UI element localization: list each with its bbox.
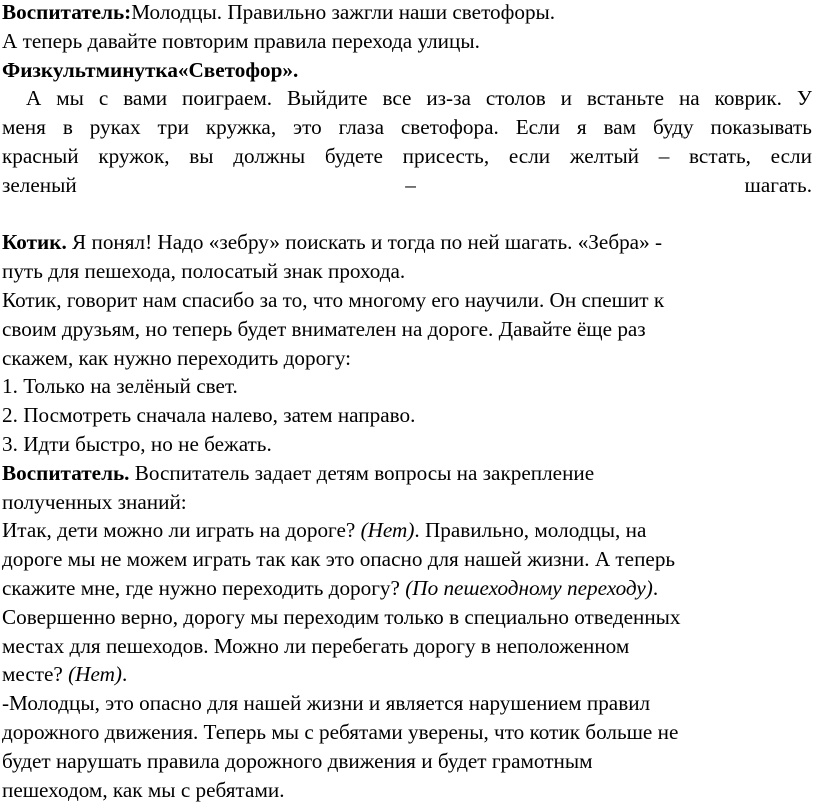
paragraph-kotik [2,228,662,257]
word: кружок, [98,144,170,168]
word: буду [652,115,694,140]
word: руках [89,115,141,140]
game-line-1 [26,84,812,113]
qa-line: дороге мы не можем играть так как это опасно для нашей жизни. А теперь [2,547,676,572]
word: все [382,86,412,111]
speaker-label: Воспитатель. [2,460,130,485]
paragraph-line: полученных знаний: [2,489,187,514]
paragraph-text: Я понял! Надо «зебру» поискать и тогда по ней шагать. «Зебра» - [72,230,663,255]
word: поиграем. [182,86,273,111]
qa-text: . [121,662,128,687]
qa-line [2,516,646,545]
rule-item: 2. Посмотреть сначала налево, затем направо. [2,403,416,428]
word: на [678,86,700,111]
word: присесть, [402,144,490,168]
paragraph-text: Воспитатель задает детям вопросы на закрепление [134,460,595,485]
word: три [157,115,189,140]
word: в [62,115,73,140]
word: светофора. [400,115,499,140]
word: я [576,115,587,140]
speaker-label: Котик. [2,230,67,255]
word: красный [2,144,79,168]
answer-text: (Нет) [68,662,122,687]
closing-line: дорожного движения. Теперь мы с ребятами уверены, что котик больше не [2,720,679,744]
closing-line: будет нарушать правила дорожного движения и будет грамотным [2,748,593,773]
word: меня [2,115,46,140]
word: зеленый [2,172,77,197]
word: шагать. [744,172,812,197]
word: вами [123,86,168,111]
word: глаза [338,115,384,140]
word: вы [189,144,214,168]
speaker-label: Воспитатель: [2,0,132,24]
answer-text: (Нет) [360,518,415,543]
paragraph-teacher-questions [2,459,594,488]
word: коврик. [714,86,782,111]
word: это [293,115,322,140]
word: Выйдите [287,86,368,111]
word: встаньте [586,86,664,111]
word: будете [324,144,383,168]
paragraph-text: Молодцы. Правильно зажгли наши светофоры. [131,0,556,24]
word: если [508,144,551,168]
section-heading: Физкультминутка«Светофор». [2,57,299,82]
qa-text: . Правильно, молодцы, на [414,518,647,543]
word: У [796,86,812,111]
qa-line: местах для пешеходов. Можно ли перебегать дорогу в неположенном [2,633,630,658]
answer-text: (По пешеходному переходу) [405,576,653,600]
rule-item: 1. Только на зелёный свет. [2,374,238,399]
closing-line: -Молодцы, это опасно для нашей жизни и является нарушением правил [2,691,651,716]
qa-text: скажите мне, где нужно переходить дорогу? [2,576,406,600]
word: мы [56,86,84,111]
word: желтый [569,144,640,168]
word: кружка, [205,115,277,140]
paragraph-line: Котик, говорит нам спасибо за то, что многому его научили. Он спешит к [2,288,665,312]
word: столов [485,86,546,111]
word: вам [603,115,637,140]
qa-text: Итак, дети можно ли играть на дороге? [2,518,361,543]
paragraph-teacher-praise [2,0,555,27]
word: – [658,144,670,168]
word: если [770,144,812,168]
word: должны [233,144,306,168]
qa-line [2,574,658,603]
word: – [405,172,416,197]
word: и [560,86,572,111]
paragraph-line: скажем, как нужно переходить дорогу: [2,345,352,370]
word: из-за [426,86,471,111]
game-line-2 [2,113,812,142]
qa-text: . [652,576,659,600]
game-line-3 [2,142,812,171]
qa-line: Совершенно верно, дорогу мы переходим только в специально отведенных [2,604,681,629]
paragraph-repeat-rules: А теперь давайте повторим правила перехода улицы. [2,28,480,53]
rule-item: 3. Идти быстро, но не бежать. [2,432,272,456]
paragraph-line: своим друзьям, но теперь будет внимателен на дороге. Давайте ёще раз [2,316,646,341]
word: Если [515,115,560,140]
paragraph-line: путь для пешехода, полосатый знак прохода. [2,259,406,284]
word: А [26,86,42,111]
closing-line: пешеходом, как мы с ребятами. [2,777,285,802]
word: показывать [710,115,812,140]
qa-line [2,660,127,689]
word: с [98,86,109,111]
game-line-4 [2,171,812,200]
qa-text: месте? [2,662,69,687]
word: встать, [689,144,751,168]
